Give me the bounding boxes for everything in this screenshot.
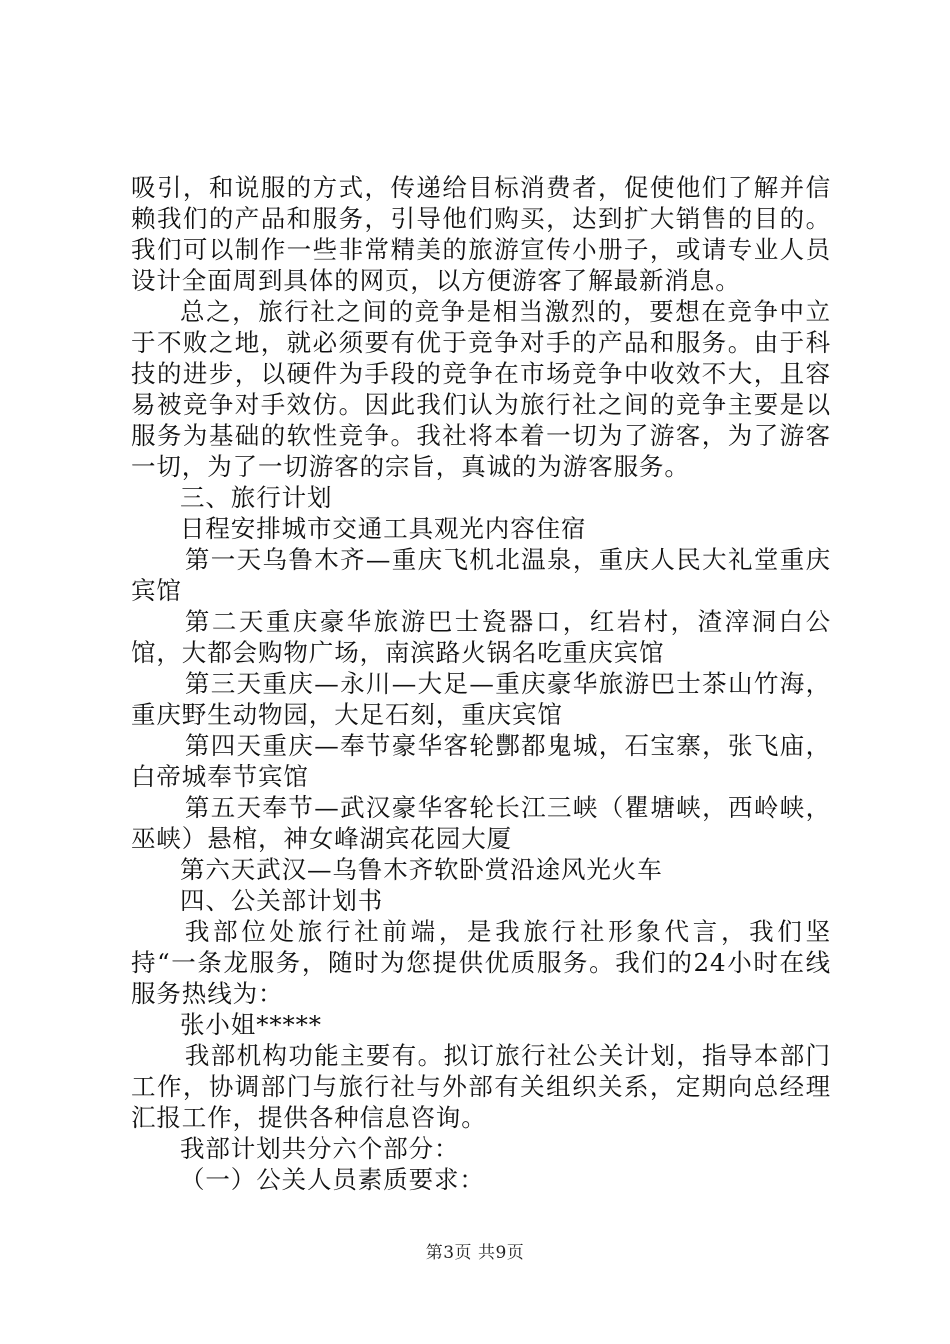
- page-number-label: 第3页 共9页: [425, 1243, 525, 1263]
- paragraph-plan-parts: 我部计划共分六个部分：: [180, 1134, 460, 1163]
- schedule-header: 日程安排城市交通工具观光内容住宿: [180, 514, 587, 543]
- contact-name: 张小姐*****: [180, 1010, 322, 1039]
- itinerary-day-5: 第五天奉节—武汉豪华客轮长江三峡（瞿塘峡，西岭峡，巫峡）悬棺，神女峰湖宾花园大厦: [131, 793, 831, 853]
- itinerary-day-6: 第六天武汉—乌鲁木齐软卧赏沿途风光火车: [180, 855, 663, 884]
- paragraph-summary: 总之，旅行社之间的竞争是相当激烈的，要想在竞争中立于不败之地，就必须要有优于竞争对手的产品和服务。由于科技的进步，以硬件为手段的竞争在市场竞争中收效不大，且容易被竞争对手效仿。因此我们认为旅行社之间的竞争主要是以服务为基础的软性竞争。我社将本着一切为了游客，为了游客一切，为了一切游客的宗旨，真诚的为游客服务。: [131, 297, 831, 481]
- page-footer: [0, 1238, 950, 1263]
- document-body: [131, 172, 831, 1195]
- paragraph-pr-intro: 我部位处旅行社前端，是我旅行社形象代言，我们坚持“一条龙服务，随时为您提供优质服务。我们的24小时在线服务热线为：: [131, 917, 831, 1008]
- itinerary-day-3: 第三天重庆—永川—大足—重庆豪华旅游巴士茶山竹海，重庆野生动物园，大足石刻，重庆宾馆: [131, 669, 831, 729]
- paragraph-promotion: 吸引，和说服的方式，传递给目标消费者，促使他们了解并信赖我们的产品和服务，引导他们购买，达到扩大销售的目的。我们可以制作一些非常精美的旅游宣传小册子，或请专业人员设计全面周到具体的网页，以方便游客了解最新消息。: [131, 173, 831, 295]
- itinerary-day-4: 第四天重庆—奉节豪华客轮酆都鬼城，石宝寨，张飞庙，白帝城奉节宾馆: [131, 731, 831, 791]
- itinerary-day-2: 第二天重庆豪华旅游巴士瓷器口，红岩村，渣滓洞白公馆，大都会购物广场，南滨路火锅名吃重庆宾馆: [131, 607, 831, 667]
- subsection-heading-staff-requirements: （一）公关人员素质要求：: [180, 1165, 485, 1194]
- paragraph-department-functions: 我部机构功能主要有。拟订旅行社公关计划，指导本部门工作，协调部门与旅行社与外部有关组织关系，定期向总经理汇报工作，提供各种信息咨询。: [131, 1041, 831, 1132]
- itinerary-day-1: 第一天乌鲁木齐—重庆飞机北温泉，重庆人民大礼堂重庆宾馆: [131, 545, 831, 605]
- section-heading-travel-plan: 三、旅行计划: [180, 483, 333, 512]
- section-heading-pr-plan: 四、公关部计划书: [180, 886, 384, 915]
